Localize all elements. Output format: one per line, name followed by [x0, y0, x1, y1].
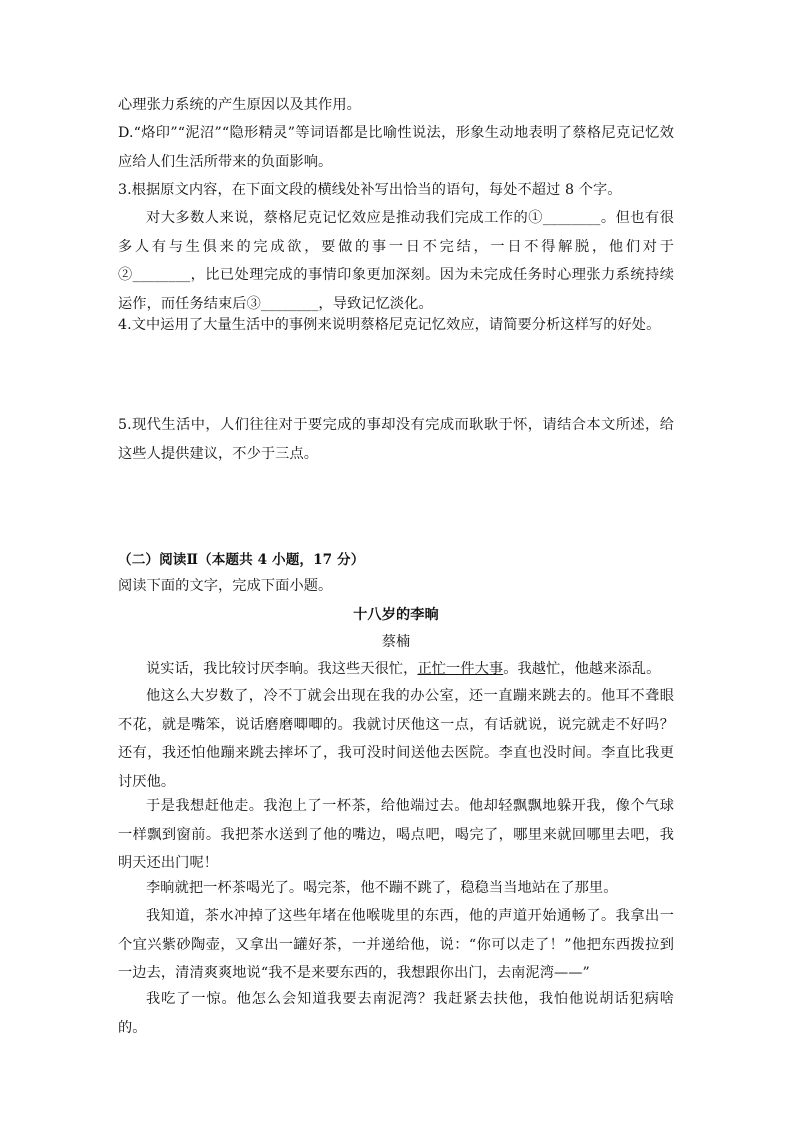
q3-prompt: 3.根据原文内容，在下面文段的横线处补写出恰当的语句，每处不超过 8 个字。: [118, 182, 622, 198]
section2-heading: （二）阅读Ⅱ（本题共 4 小题，17 分）: [118, 552, 365, 568]
para1-text-before: 说实话，我比较讨厌李晌。我这些天很忙，: [146, 661, 418, 677]
story-paragraph-1: [118, 655, 674, 684]
q2-option-d: D.“烙印”“泥沼”“隐形精灵”等词语都是比喻性说法，形象生动地表明了蔡格尼克记忆效应给人们生活所带来的负面影响。: [118, 125, 674, 170]
para1-text-after: 。我越忙，他越来添乱。: [503, 661, 661, 677]
q4-prompt: 4.文中运用了大量生活中的事例来说明蔡格尼克记忆效应，请简要分析这样写的好处。: [118, 317, 661, 333]
section2-instruction: 阅读下面的文字，完成下面小题。: [118, 578, 333, 594]
story-title: 十八岁的李晌: [353, 607, 439, 623]
story-paragraph-6: 我吃了一惊。他怎么会知道我要去南泥湾？我赶紧去扶他，我怕他说胡话犯病啥的。: [118, 991, 674, 1036]
document-page: [118, 0, 674, 1123]
story-paragraph-5: 我知道，茶水冲掉了这些年堵在他喉咙里的东西，他的声道开始通畅了。我拿出一个宜兴紫砂陶壶，又拿出一罐好茶，一并递给他，说：“你可以走了！”他把东西拨拉到一边去，清清爽爽地说“我不是来要东西的，我想跟你出门，去南泥湾——”: [118, 908, 674, 981]
para1-underlined-phrase: 正忙一件大事: [417, 661, 504, 677]
story-paragraph-4: 李晌就把一杯茶喝光了。喝完茶，他不蹦不跳了，稳稳当当地站在了那里。: [146, 880, 618, 896]
story-paragraph-3: 于是我想赶他走。我泡上了一杯茶，给他端过去。他却轻飘飘地躲开我，像个气球一样飘到窗前。我把茶水送到了他的嘴边，喝点吧，喝完了，哪里来就回哪里去吧，我明天还出门呢！: [118, 798, 674, 871]
story-author: 蔡楠: [381, 634, 411, 650]
q5-prompt: 5.现代生活中，人们往往对于要完成的事却没有完成而耿耿于怀，请结合本文所述，给这些人提供建议，不少于三点。: [118, 417, 674, 462]
story-paragraph-2: 他这么大岁数了，冷不丁就会出现在我的办公室，还一直蹦来跳去的。他耳不聋眼不花，就是嘴笨，说话磨磨唧唧的。我就讨厌他这一点，有话就说，说完就走不好吗？还有，我还怕他蹦来跳去摔坏了，我可没时间送他去医院。李直也没时间。李直比我更讨厌他。: [118, 688, 674, 790]
q3-passage: 对大多数人来说，蔡格尼克记忆效应是推动我们完成工作的①________。但也有很多人有与生俱来的完成欲，要做的事一日不完结，一日不得解脱，他们对于②________，比已处理完成的事情印象更加深刻。因为未完成任务时心理张力系统持续运作，而任务结束后③________，导致记忆淡化。: [118, 210, 674, 312]
q2-option-c-tail: 心理张力系统的产生原因以及其作用。: [118, 97, 361, 113]
